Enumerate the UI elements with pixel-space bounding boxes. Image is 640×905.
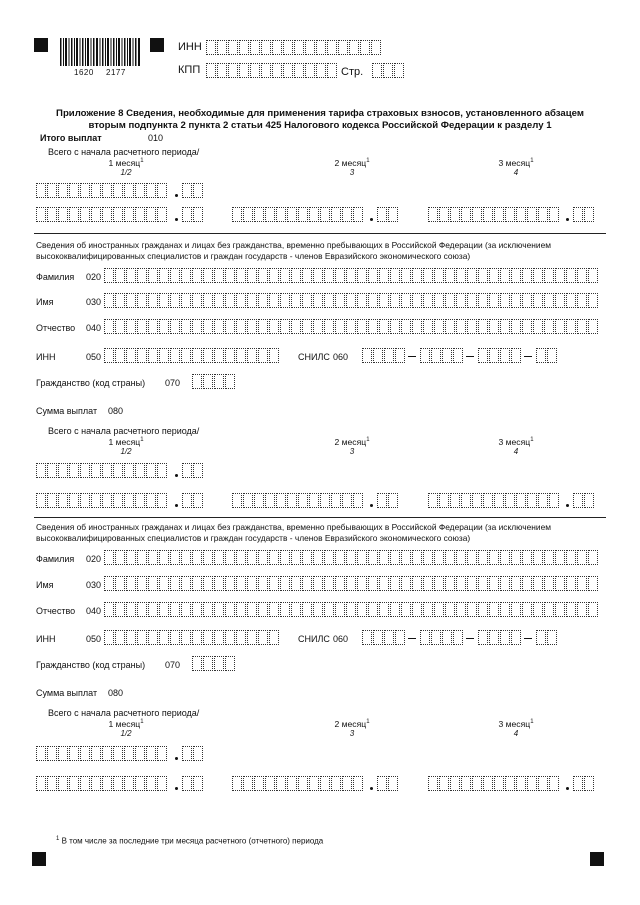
inn-field-code: 050	[86, 352, 102, 362]
decimal-dot	[175, 218, 178, 221]
surname-label: Фамилия	[36, 554, 75, 564]
total-m1-kop-cells[interactable]	[182, 207, 204, 222]
name-code: 030	[86, 297, 102, 307]
name-code: 030	[86, 580, 102, 590]
name-cells[interactable]	[104, 293, 599, 308]
decimal-dot	[566, 218, 569, 221]
period-label: Всего с начала расчетного периода/	[48, 708, 200, 718]
decimal-dot	[566, 787, 569, 790]
name-label: Имя	[36, 580, 54, 590]
month1-header: 1 месяц$^1$ 1/2	[108, 158, 144, 177]
sum-m2-kop-cells[interactable]	[377, 776, 399, 791]
total-payments-code: 010	[148, 133, 164, 143]
month3-header: 3 месяц$^1$ 4	[498, 437, 534, 456]
decimal-dot	[370, 787, 373, 790]
citizenship-code: 070	[165, 660, 181, 670]
corner-marker-top-left	[34, 38, 48, 52]
snils-cells-4[interactable]	[536, 348, 558, 363]
total-payments-label: Итого выплат	[40, 133, 102, 143]
snils-cells-1[interactable]	[362, 630, 406, 645]
month1-header: 1 месяц$^1$ 1/2	[108, 719, 144, 738]
snils-cells-1[interactable]	[362, 348, 406, 363]
sum-label: Сумма выплат	[36, 688, 98, 698]
section-heading: Сведения об иностранных гражданах и лицах без гражданства, временно пребывающих в Российской Федерации (за исключением высококвалифицированных специалистов и граждан государств - членов Евразийского экономического союза)	[36, 522, 551, 543]
period-label: Всего с начала расчетного периода/	[48, 147, 200, 157]
sum-code: 080	[108, 688, 124, 698]
surname-cells[interactable]	[104, 550, 599, 565]
corner-marker-bottom-left	[32, 852, 46, 866]
name-label: Имя	[36, 297, 54, 307]
snils-cells-2[interactable]	[420, 348, 464, 363]
patronymic-cells[interactable]	[104, 602, 599, 617]
sum-m3-kop-cells[interactable]	[573, 776, 595, 791]
inn-field-cells[interactable]	[104, 348, 280, 363]
month2-header: 2 месяц$^1$ 3	[334, 158, 370, 177]
section-heading: Сведения об иностранных гражданах и лицах без гражданства, временно пребывающих в Российской Федерации (за исключением высококвалифицированных специалистов и граждан государств - членов Евразийского экономического союза)	[36, 240, 551, 261]
snils-code: 060	[333, 352, 349, 362]
inn-field-cells[interactable]	[104, 630, 280, 645]
barcode-number-left: 1620	[74, 68, 94, 77]
snils-dash	[466, 638, 474, 639]
period-label: Всего с начала расчетного периода/	[48, 426, 200, 436]
snils-dash	[466, 356, 474, 357]
snils-label: СНИЛС	[298, 634, 330, 644]
patronymic-code: 040	[86, 606, 102, 616]
footnote: $^1$ В том числе за последние три месяца расчетного (отчетного) периода	[56, 836, 324, 846]
sum-m3-kop-cells[interactable]	[573, 493, 595, 508]
month2-header: 2 месяц$^1$ 3	[334, 437, 370, 456]
sum-m1-cells[interactable]	[36, 776, 168, 791]
sum-m2-kop-cells[interactable]	[377, 493, 399, 508]
snils-cells-3[interactable]	[478, 630, 522, 645]
kpp-label: КПП	[178, 64, 201, 76]
snils-cells-4[interactable]	[536, 630, 558, 645]
inn-field-label: ИНН	[36, 634, 56, 644]
page-label: Стр.	[341, 66, 364, 78]
sum-m1-kop-cells[interactable]	[182, 776, 204, 791]
snils-cells-3[interactable]	[478, 348, 522, 363]
corner-marker-bottom-right	[590, 852, 604, 866]
page-number-cells[interactable]	[372, 63, 405, 78]
total-m2-kop-cells[interactable]	[377, 207, 399, 222]
decimal-dot	[175, 757, 178, 760]
decimal-dot	[175, 787, 178, 790]
decimal-dot	[175, 504, 178, 507]
sum-m2-cells[interactable]	[232, 776, 364, 791]
citizenship-cells[interactable]	[192, 374, 236, 389]
decimal-dot	[175, 194, 178, 197]
barcode	[60, 38, 140, 66]
patronymic-code: 040	[86, 323, 102, 333]
barcode-number-right: 2177	[106, 68, 126, 77]
decimal-dot	[566, 504, 569, 507]
sum-m2-cells[interactable]	[232, 493, 364, 508]
sum-m1-kop-cells[interactable]	[182, 493, 204, 508]
patronymic-label: Отчество	[36, 323, 76, 333]
total-period-kop-cells[interactable]	[182, 183, 204, 198]
surname-label: Фамилия	[36, 272, 75, 282]
citizenship-code: 070	[165, 378, 181, 388]
snils-cells-2[interactable]	[420, 630, 464, 645]
snils-dash	[408, 638, 416, 639]
total-m2-cells[interactable]	[232, 207, 364, 222]
sum-m3-cells[interactable]	[428, 776, 560, 791]
snils-code: 060	[333, 634, 349, 644]
patronymic-cells[interactable]	[104, 319, 599, 334]
patronymic-label: Отчество	[36, 606, 76, 616]
sum-period-kop-cells[interactable]	[182, 746, 204, 761]
sum-label: Сумма выплат	[36, 406, 98, 416]
section-divider	[34, 233, 606, 234]
inn-field-label: ИНН	[36, 352, 56, 362]
sum-code: 080	[108, 406, 124, 416]
inn-field-code: 050	[86, 634, 102, 644]
total-m3-cells[interactable]	[428, 207, 560, 222]
month1-header: 1 месяц$^1$ 1/2	[108, 437, 144, 456]
decimal-dot	[175, 474, 178, 477]
sum-period-cells[interactable]	[36, 463, 168, 478]
total-m1-cells[interactable]	[36, 207, 168, 222]
sum-period-cells[interactable]	[36, 746, 168, 761]
surname-cells[interactable]	[104, 268, 599, 283]
form-title: Приложение 8 Сведения, необходимые для применения тарифа страховых взносов, установленного абзацем вторым подпункта 2 пункта 2 статьи 425 Налогового кодекса Российской Федерации к разделу 1	[56, 108, 584, 131]
decimal-dot	[370, 504, 373, 507]
total-period-cells[interactable]	[36, 183, 168, 198]
name-cells[interactable]	[104, 576, 599, 591]
inn-label: ИНН	[178, 41, 202, 53]
surname-code: 020	[86, 554, 102, 564]
month3-header: 3 месяц$^1$ 4	[498, 158, 534, 177]
sum-m3-cells[interactable]	[428, 493, 560, 508]
header-kpp-cells[interactable]	[206, 63, 338, 78]
total-m3-kop-cells[interactable]	[573, 207, 595, 222]
month3-header: 3 месяц$^1$ 4	[498, 719, 534, 738]
snils-dash	[524, 356, 532, 357]
surname-code: 020	[86, 272, 102, 282]
month2-header: 2 месяц$^1$ 3	[334, 719, 370, 738]
decimal-dot	[370, 218, 373, 221]
sum-period-kop-cells[interactable]	[182, 463, 204, 478]
sum-m1-cells[interactable]	[36, 493, 168, 508]
section-divider	[34, 517, 606, 518]
citizenship-label: Гражданство (код страны)	[36, 378, 146, 388]
corner-marker-top-mid	[150, 38, 164, 52]
citizenship-label: Гражданство (код страны)	[36, 660, 146, 670]
snils-label: СНИЛС	[298, 352, 330, 362]
snils-dash	[524, 638, 532, 639]
header-inn-cells[interactable]	[206, 40, 382, 55]
citizenship-cells[interactable]	[192, 656, 236, 671]
snils-dash	[408, 356, 416, 357]
